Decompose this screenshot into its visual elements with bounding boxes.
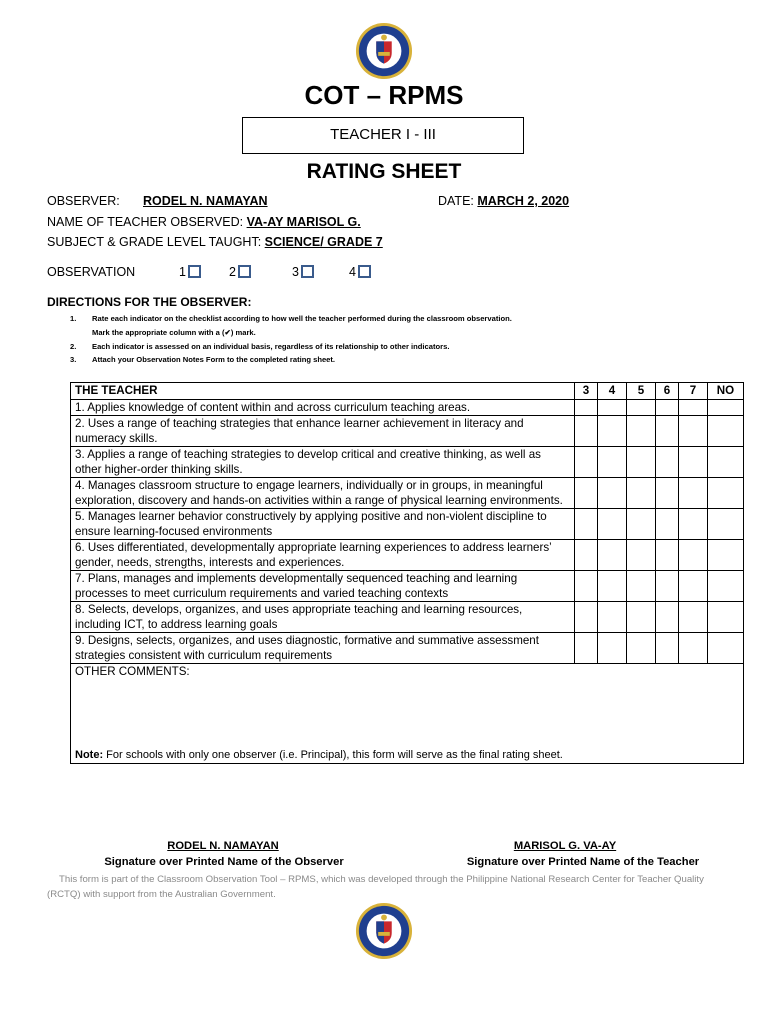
rating-cell[interactable] [627, 416, 656, 447]
note-text: For schools with only one observer (i.e. Principal), this form will serve as the final rating sheet. [103, 749, 563, 761]
subject-row [47, 235, 383, 249]
rating-cell[interactable] [679, 540, 708, 571]
table-row [71, 571, 744, 602]
indicator-text: 4. Manages classroom structure to engage learners, individually or in groups, in meaningful exploration, discovery and hands-on activities within a range of physical learning environments. [71, 478, 575, 509]
indicator-text: 6. Uses differentiated, developmentally appropriate learning experiences to address learners’ gender, needs, strengths, interests and experiences. [71, 540, 575, 571]
rating-cell[interactable] [708, 540, 744, 571]
header-col-5: 5 [627, 383, 656, 400]
comments-row [71, 664, 744, 764]
teacher-level-box: TEACHER I - III [242, 117, 524, 154]
rating-cell[interactable] [627, 478, 656, 509]
rating-cell[interactable] [656, 602, 679, 633]
observer-name: RODEL N. NAMAYAN [143, 194, 268, 208]
rating-cell[interactable] [708, 571, 744, 602]
comments-area[interactable] [71, 664, 744, 764]
checkbox-icon[interactable] [188, 265, 201, 278]
observer-signature-caption: Signature over Printed Name of the Observer [104, 856, 344, 868]
rating-cell[interactable] [656, 509, 679, 540]
direction-item: 1. Rate each indicator on the checklist according to how well the teacher performed during the classroom observation. [70, 314, 512, 323]
subject-label: SUBJECT & GRADE LEVEL TAUGHT: [47, 235, 262, 249]
rating-cell[interactable] [627, 540, 656, 571]
rating-cell[interactable] [627, 571, 656, 602]
rating-cell[interactable] [598, 447, 627, 478]
rating-cell[interactable] [708, 416, 744, 447]
indicator-text: 9. Designs, selects, organizes, and uses diagnostic, formative and summative assessment strategies consistent with curriculum requirements [71, 633, 575, 664]
indicator-text: 2. Uses a range of teaching strategies that enhance learner achievement in literacy and numeracy skills. [71, 416, 575, 447]
rating-cell[interactable] [575, 447, 598, 478]
form-title: COT – RPMS [304, 80, 464, 110]
date-row [438, 194, 569, 208]
date-label: DATE: [438, 194, 474, 208]
table-row [71, 447, 744, 478]
header-col-4: 4 [598, 383, 627, 400]
header-col-7: 7 [679, 383, 708, 400]
observer-value [143, 194, 268, 208]
observation-option-4[interactable]: 4 [349, 265, 371, 279]
rating-cell[interactable] [598, 633, 627, 664]
deped-seal-logo [355, 902, 413, 960]
observation-option-1[interactable]: 1 [179, 265, 201, 279]
rating-cell[interactable] [575, 602, 598, 633]
table-row [71, 540, 744, 571]
rating-cell[interactable] [679, 509, 708, 540]
table-row [71, 400, 744, 416]
checkbox-icon[interactable] [238, 265, 251, 278]
rating-cell[interactable] [627, 447, 656, 478]
observation-label: OBSERVATION [47, 265, 136, 279]
rating-cell[interactable] [575, 571, 598, 602]
rating-cell[interactable] [598, 416, 627, 447]
rating-cell[interactable] [575, 416, 598, 447]
rating-cell[interactable] [575, 633, 598, 664]
subject-value: SCIENCE/ GRADE 7 [264, 235, 383, 249]
observer-row [47, 194, 120, 208]
rating-cell[interactable] [656, 478, 679, 509]
indicator-text: 3. Applies a range of teaching strategies to develop critical and creative thinking, as well as other higher-order thinking skills. [71, 447, 575, 478]
rating-cell[interactable] [575, 478, 598, 509]
indicator-text: 1. Applies knowledge of content within and across curriculum teaching areas. [71, 400, 575, 416]
rating-cell[interactable] [627, 633, 656, 664]
teacher-signature-caption: Signature over Printed Name of the Teacher [466, 856, 700, 868]
rating-cell[interactable] [679, 633, 708, 664]
rating-cell[interactable] [656, 416, 679, 447]
directions-title: DIRECTIONS FOR THE OBSERVER: [47, 295, 252, 309]
note-label: Note: [75, 749, 104, 761]
rating-cell[interactable] [598, 478, 627, 509]
direction-item: 3. Attach your Observation Notes Form to the completed rating sheet. [70, 355, 336, 364]
rating-cell[interactable] [708, 447, 744, 478]
observation-option-3[interactable]: 3 [292, 265, 314, 279]
header-col-no: NO [708, 383, 744, 400]
table-header-row [71, 383, 744, 400]
table-row [71, 602, 744, 633]
rating-cell[interactable] [656, 447, 679, 478]
indicator-text: 8. Selects, develops, organizes, and uses appropriate teaching and learning resources, including ICT, to address learning goals [71, 602, 575, 633]
table-row [71, 633, 744, 664]
rating-cell[interactable] [627, 509, 656, 540]
rating-cell[interactable] [656, 540, 679, 571]
rating-cell[interactable] [679, 400, 708, 416]
table-row [71, 478, 744, 509]
rating-cell[interactable] [708, 400, 744, 416]
teacher-value: VA-AY MARISOL G. [246, 215, 361, 229]
rating-table [70, 382, 744, 764]
footer-note: This form is part of the Classroom Observation Tool – RPMS, which was developed through the Philippine National Research Center for Teacher Quality (RCTQ) with support from the Australian Government. [47, 874, 704, 900]
comments-label: OTHER COMMENTS: [75, 665, 190, 678]
direction-item: Mark the appropriate column with a (✔) mark. [92, 328, 256, 337]
teacher-row [47, 215, 361, 229]
rating-cell[interactable] [598, 571, 627, 602]
rating-cell[interactable] [575, 509, 598, 540]
table-row [71, 416, 744, 447]
rating-cell[interactable] [598, 602, 627, 633]
rating-cell[interactable] [656, 633, 679, 664]
observer-signature-name: RODEL N. NAMAYAN [167, 840, 279, 852]
rating-cell[interactable] [708, 509, 744, 540]
teacher-label: NAME OF TEACHER OBSERVED: [47, 215, 244, 229]
rating-cell[interactable] [627, 400, 656, 416]
rating-cell[interactable] [598, 509, 627, 540]
rating-cell[interactable] [656, 571, 679, 602]
date-value: MARCH 2, 2020 [477, 194, 570, 208]
indicator-text: 5. Manages learner behavior constructively by applying positive and non-violent discipline to ensure learning-focused environments [71, 509, 575, 540]
rating-cell[interactable] [708, 602, 744, 633]
indicator-text: 7. Plans, manages and implements developmentally sequenced teaching and learning processes to meet curriculum requirements and varied teaching contexts [71, 571, 575, 602]
table-row [71, 509, 744, 540]
rating-cell[interactable] [708, 633, 744, 664]
header-col-6: 6 [656, 383, 679, 400]
checkbox-icon[interactable] [358, 265, 371, 278]
table-note [75, 748, 563, 763]
header-col-3: 3 [575, 383, 598, 400]
rating-cell[interactable] [708, 478, 744, 509]
rating-cell[interactable] [627, 602, 656, 633]
rating-cell[interactable] [598, 540, 627, 571]
rating-cell[interactable] [679, 478, 708, 509]
direction-item: 2. Each indicator is assessed on an individual basis, regardless of its relationship to other indicators. [70, 342, 450, 351]
header-teacher: THE TEACHER [71, 383, 575, 400]
rating-cell[interactable] [598, 400, 627, 416]
rating-cell[interactable] [679, 447, 708, 478]
observation-option-2[interactable]: 2 [229, 265, 251, 279]
rating-cell[interactable] [679, 571, 708, 602]
teacher-signature-name: MARISOL G. VA-AY [513, 840, 617, 852]
observer-label: OBSERVER: [47, 194, 120, 208]
rating-cell[interactable] [656, 400, 679, 416]
deped-seal-logo [355, 22, 413, 80]
rating-cell[interactable] [575, 540, 598, 571]
rating-sheet-title: RATING SHEET [306, 160, 462, 183]
checkbox-icon[interactable] [301, 265, 314, 278]
rating-cell[interactable] [575, 400, 598, 416]
rating-cell[interactable] [679, 602, 708, 633]
rating-cell[interactable] [679, 416, 708, 447]
